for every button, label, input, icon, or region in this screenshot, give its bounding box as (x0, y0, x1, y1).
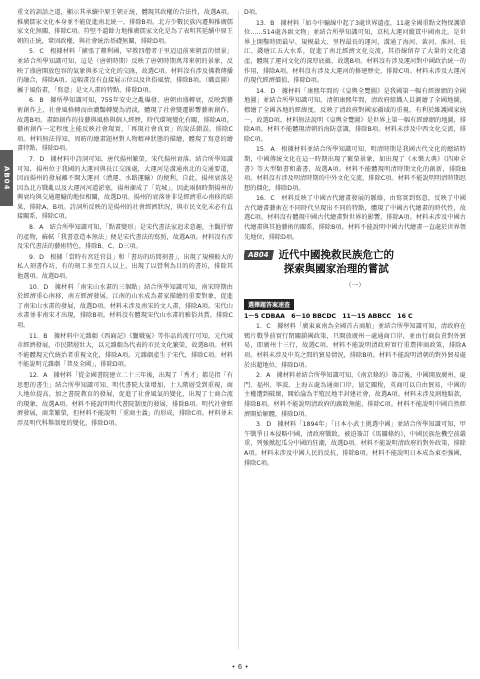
answer-paragraph: 11．B 據材料中元雜劇《西廂記》《竇娥冤》等作品的流行可知，元代城市經濟發展，市民階層壯大，以元雜劇為代表的市民文化繁榮，故選B項。材料不能體現元代統治者重視文化，排除A項。元雜劇產生于宋代，排除C項。材料不能說明元雜劇「普及全國」，排除D項。 (17, 332, 233, 369)
answer-paragraph: 12．A 據材料「從金國書院建立二十三年後，出現了「秀才」都是指「有思想的書生」結合所學知識可知，明代書院大量增加，士人階層受到重視，商人地位提高，加之書院教育的發展，促進了社會風氣的變化，出現了士商合流的現象，故選A項。材料不能說明明代書院制度的發展，排除B項。明代社會經濟發展，商業繁榮，但材料不能說明「重商主義」的形成，排除C項。材料並未涉及明代科舉制度的變化，排除D項。 (17, 371, 233, 427)
answer-paragraph: 16．C 材料反映了中國古代繪畫發展的脈絡，由寫實到寫意，反映了中國古代繪畫藝術在不同時代呈現出不同的特點，體現了中國古代繪畫的時代性，故選C項。材料沒有體現中國古代繪畫對世界的影響，排除A項。材料未涉及中國古代繪畫與其他藝術的關系，排除B項。材料不能說明中國古代繪畫一直處於世界領先地位，排除D項。 (244, 195, 466, 241)
left-column (17, 8, 233, 655)
answer-paragraph: 14．D 據材料「康熙年間的《皇輿全覽圖》是我國第一幅有經緯網的全國地圖」並結合所學知識可知，清朝康熙年間，清政府組織人員測繪了全國地圖，標繪了全國各地的經緯度，反映了清政府對國家疆域的重視，有利於維護國家統一，故選D項。材料無法說明《皇輿全覽圖》是世界上第一幅有經緯網的地圖，排除A項。材料不能體現清朝的海防意識，排除B項。材料未涉及中西文化交流，排除C項。 (244, 87, 466, 143)
section-label: 選擇題答案速查 (244, 299, 294, 310)
answer-paragraph: 6．B 據所學知識可知，755年安史之亂爆發，唐朝由盛轉衰，反映到藝術創作上，社會風格轉而由濃豔轉變為清淡，體現了社會變遷影響藝術創作，故選B項。畫師創作的技藝與風格與個人經歷，時代環境變化有關，排除A項。藝術創作一定程度上能反映社會現實，「再現社會真實」的說法錯誤，排除C項。材料無法得知，周昉的繪畫題材對人物精神狀態的描繪，體現了寫意的繪畫特點，排除D項。 (17, 97, 233, 153)
answer-paragraph: 5．C 根據材料「擴張了釐利國，罕教四僧者于里迢迢前來朝貢的情景」並結合所學知識可知，這是（唐朝時期）反映了唐朝時期萬邦來朝的景象，反映了盛唐開放包容的氣象與多元文化的交匯，故選C項。材料沒有涉及佛教傳播的融合，排除A項。這幅畫沒有直接展示位以及世俗風情，排除B項。（職貢圖）屬于風俗畫，「寫意」是文人畫的特點，排除D項。 (17, 48, 233, 94)
answer-paragraph: 1．C 據材料「廣東東南為全國首占商舶」並結合所學知識可知，清政府在鴉片戰爭前實行閉關鎖國政策，只開放廣州一處通商口岸，並由行商負責對外貿易，即廣州十三行，故選C項。材料不能說明清政府實行重農抑商政策，排除A項。材料未涉及中英之間的貿易情況，排除B項。材料不能說明清朝的對外貿易處於出超地位，排除D項。 (244, 323, 466, 369)
answer-key: 1～5 CDBAA 6～10 BBCDC 11～15 ABBCC 16 C (244, 313, 413, 321)
page-number: • 6 • (231, 663, 249, 671)
answer-paragraph: 2．A 據材料並結合所學知識可知，《南京條約》簽訂後，中國開放廣州、廈門、福州、寧波、上海五處為通商口岸，協定關稅，英商可以自由貿易，中國的主權遭到破壞，開始淪為半殖民地半封建社會，故選A項。材料未涉及割地賠款，排除B項。材料不能說明清政府的腐敗無能，排除C項。材料不能說明中國自然經濟開始解體，排除D項。 (244, 372, 466, 418)
answer-paragraph: 10．D 據材料「南宋山水畫的三個點」結合所學知識可知，南宋時期由於經濟重心南移，南方經濟發展，江南的山水成為畫家描繪的重要對象，促進了南宋山水畫的發展，故選D項。材料未涉及南宋的文人畫，排除A項。宋代山水畫並非南宋才出現，排除B項。材料沒有體現宋代山水畫的雅俗共賞，排除C項。 (17, 283, 233, 329)
answer-paragraph: 15．A 根據材料並結合所學知識可知，明清時期是我國古代文化的總結時期，中國傳統文化在這一時期出現了繁榮景象，如出現了《永樂大典》《四庫全書》等大型類書和叢書，故選A項。材料不能體現明清時期文化的創新，排除B項。材料沒有涉及明清時期的中外文化交流，排除C項。材料不能說明明清時期思想的僵化，排除D項。 (244, 146, 466, 192)
right-column (244, 8, 466, 655)
lesson-title-line2: 探索與國家治理的嘗試 (283, 263, 389, 276)
lesson-title-line1: 近代中國挽救民族危亡的 (278, 249, 394, 262)
answer-paragraph: 7．D 據材料中詩詞可知，唐代揚州繁榮，宋代揚州衰落。結合所學知識可知，揚州位于我國的大運河與長江交匯處，大運河是溝通南北的交通要道，因而揚州的發展離不開大運河（漕運、水路運輸）的便利，自此，揚州衰落是因為北方戰亂以及大運河河道淤塞，揚州漸成了「荒城」。因此兩個時期揚州的興衰均與交通運輸的地位相關，故選D項。揚州的衰落並非是經濟重心南移的結果，排除A、B項。詩詞所反映的是揚州的社會經濟狀況，與市民文化未必有直接關系，排除C項。 (17, 155, 233, 221)
answer-paragraph: 3．D 據材料「1894年」「日本小武士挑選中國」並結合所學知識可知，甲午戰爭日本侵略中國，清政府戰敗，被迫簽訂《馬關條約》，中國民族危機空前嚴重，列強掀起瓜分中國的狂潮，故選D項。材料不能說明清政府的對外政策，排除A項。材料未涉及中國人民的反抗，排除B項。材料不能說明日本成為東亞強國，排除C項。 (244, 421, 466, 467)
section-tab: AB04 (0, 150, 13, 206)
lesson-title (279, 248, 395, 276)
answer-paragraph: D項。 (244, 9, 262, 16)
column-divider (238, 10, 239, 649)
answer-paragraph: 9．D 根據「當時有宮廷官員」和「書坊的坊間刻書」，出現了規模較大的私人刻書作坊，有的刻工多至百人以上，出現了以營利為目的的書坊，排除其他選項。故選D項。 (17, 253, 233, 281)
answer-paragraph: 8．A 結合所學知識可知，「點畫變形」是宋代書法家追求意趣，主觀抒情的產物，蘇軾「我書意造本無法」便是宋代書法的寫照，故選A項。材料沒有涉及宋代書法的藝術特色，排除B、C、D三項。 (17, 224, 233, 251)
answer-paragraph: 重文的訓詁之道，顯示其承續中原王朝正統，體現其政權的合法性，故選A項。推廣儒家文化本身並不能促進南北統一，排除B項。北方少數民族內遷與推廣儒家文化無關，排除C項。符堅不遺餘力地推廣儒家文化是為了表明其延續中原王朝的正統，鞏固政權，與社會統治基礎無關，排除D項。 (17, 9, 233, 45)
lesson-part: （一） (345, 281, 365, 290)
lesson-tag: AB04 (244, 250, 273, 260)
answer-paragraph: 13．B 據材料「如今中輸線中起了3處世界遺產，11處全國重點文物保護單位……514處各級文物」並結合所學知識可知，京杭大運河縱貫中國南北，是世界上開鑿時間最早、規模最大、里程最長的運河，溝通了海河、黃河、淮河、長江、錢塘江五大水系，促進了南北經濟文化交流，其沿線留存了大量的文化遺產，體現了運河文化的深厚底蘊，故選B項。材料沒有涉及運河對中國政治統一的作用，排除A項。材料沒有涉及大運河的修建歷史，排除C項。材料未涉及大運河的現代經濟價值，排除D項。 (244, 19, 466, 85)
lesson-heading (244, 248, 466, 276)
